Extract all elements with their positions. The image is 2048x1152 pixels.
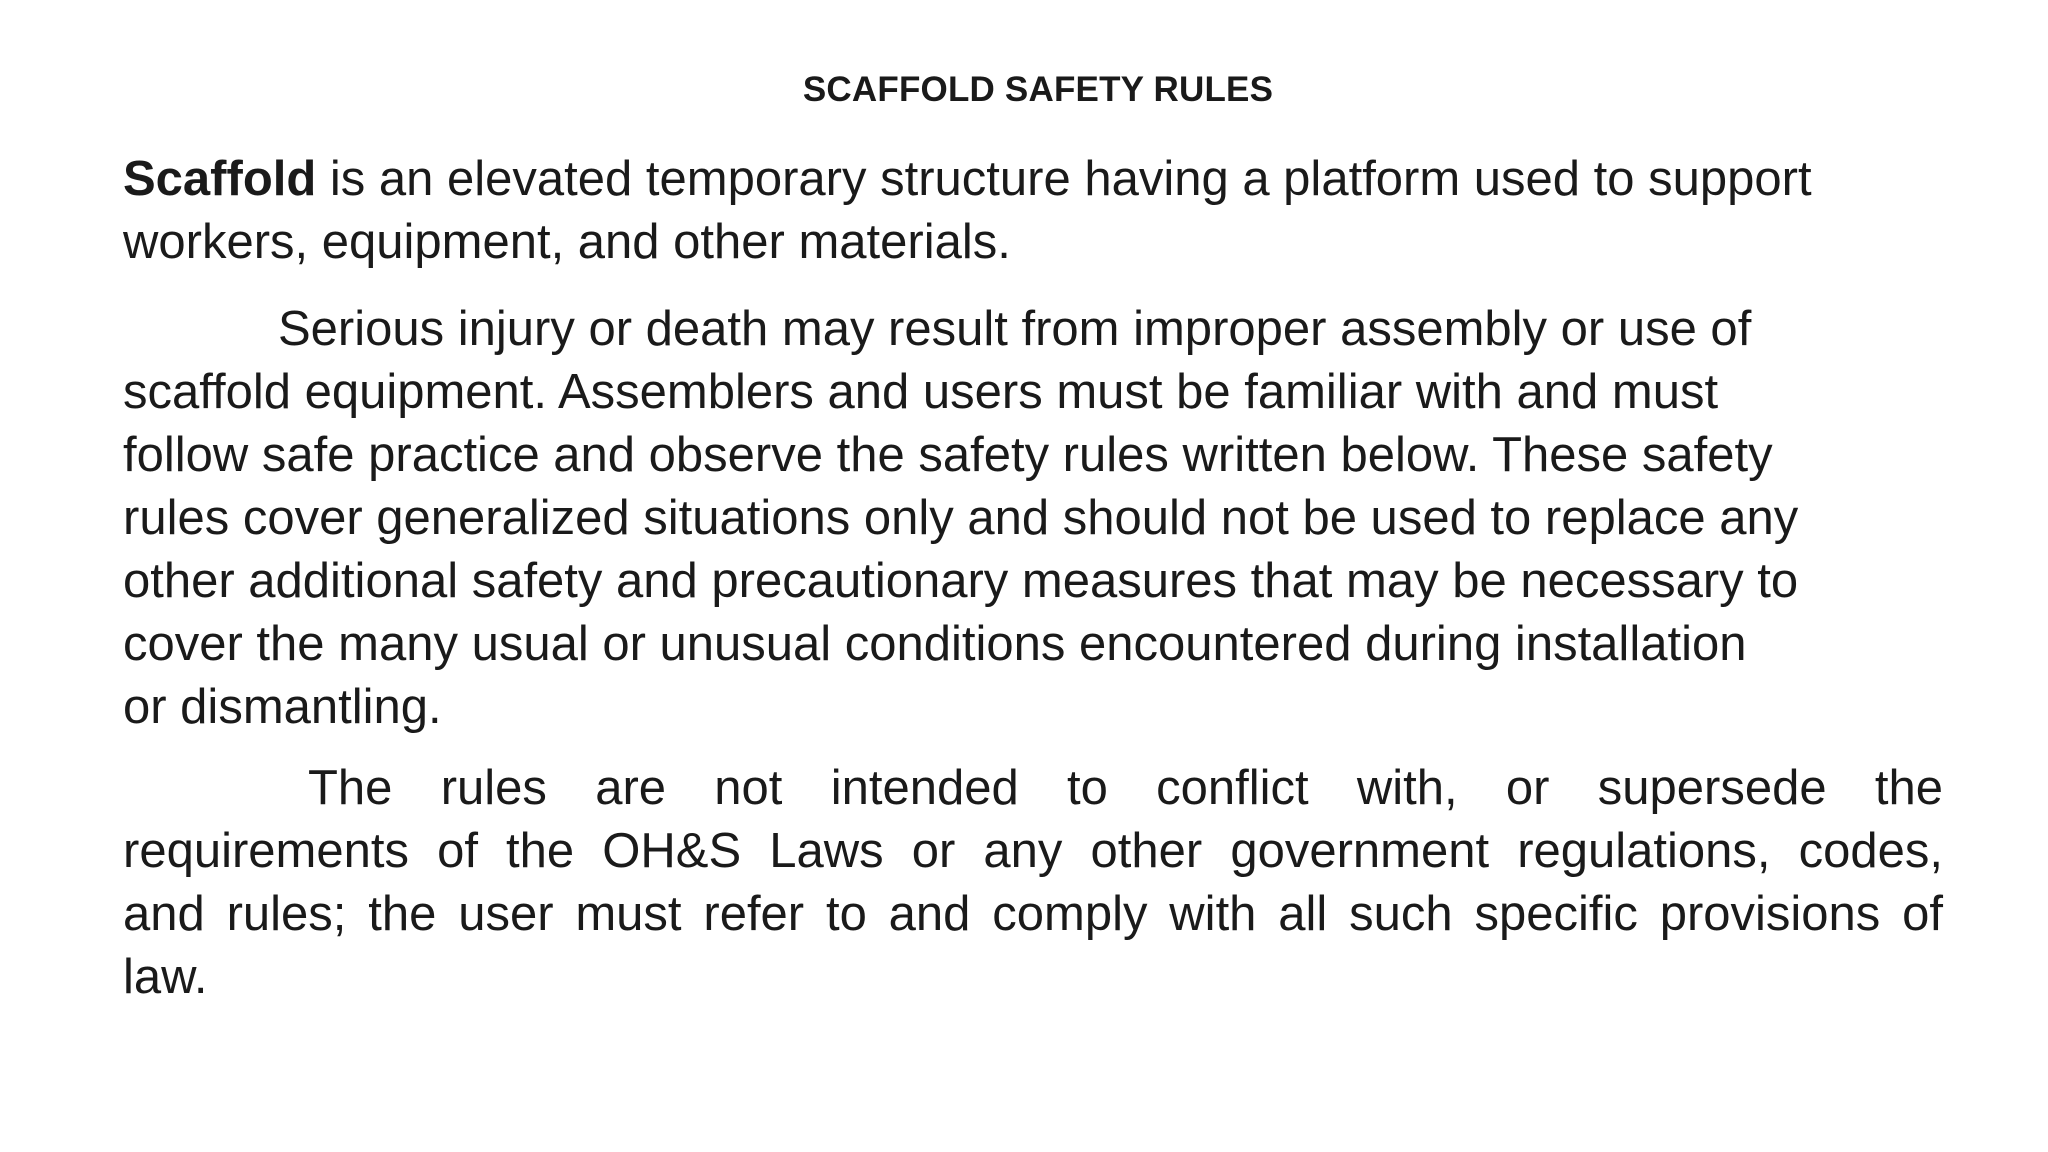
compliance-line: The rules are not intended to conflict with, or supersede the [308, 761, 1943, 815]
compliance-paragraph [123, 757, 1943, 1009]
warning-line: rules cover generalized situations only and should not be used to replace any [123, 491, 1799, 545]
compliance-line: requirements of the OH&S Laws or any other government regulations, codes, [123, 824, 1943, 878]
definition-term: Scaffold [123, 152, 317, 206]
warning-line: scaffold equipment. Assemblers and users must be familiar with and must [123, 365, 1719, 419]
warning-paragraph [123, 298, 1923, 739]
compliance-line: law. [123, 950, 208, 1004]
warning-line: or dismantling. [123, 680, 442, 734]
definition-paragraph [123, 148, 1943, 274]
warning-line: other additional safety and precautionary measures that may be necessary to [123, 554, 1799, 608]
compliance-line: and rules; the user must refer to and comply with all such specific provisions of [123, 887, 1943, 941]
definition-text: is an elevated temporary structure having a platform used to support [316, 152, 1812, 206]
definition-line-2: workers, equipment, and other materials. [123, 215, 1011, 269]
warning-line: cover the many usual or unusual conditions encountered during installation [123, 617, 1747, 671]
definition-line-1 [123, 148, 1943, 211]
document-title: SCAFFOLD SAFETY RULES [802, 70, 1274, 109]
warning-line: Serious injury or death may result from improper assembly or use of [278, 302, 1752, 356]
warning-line: follow safe practice and observe the safety rules written below. These safety [123, 428, 1773, 482]
